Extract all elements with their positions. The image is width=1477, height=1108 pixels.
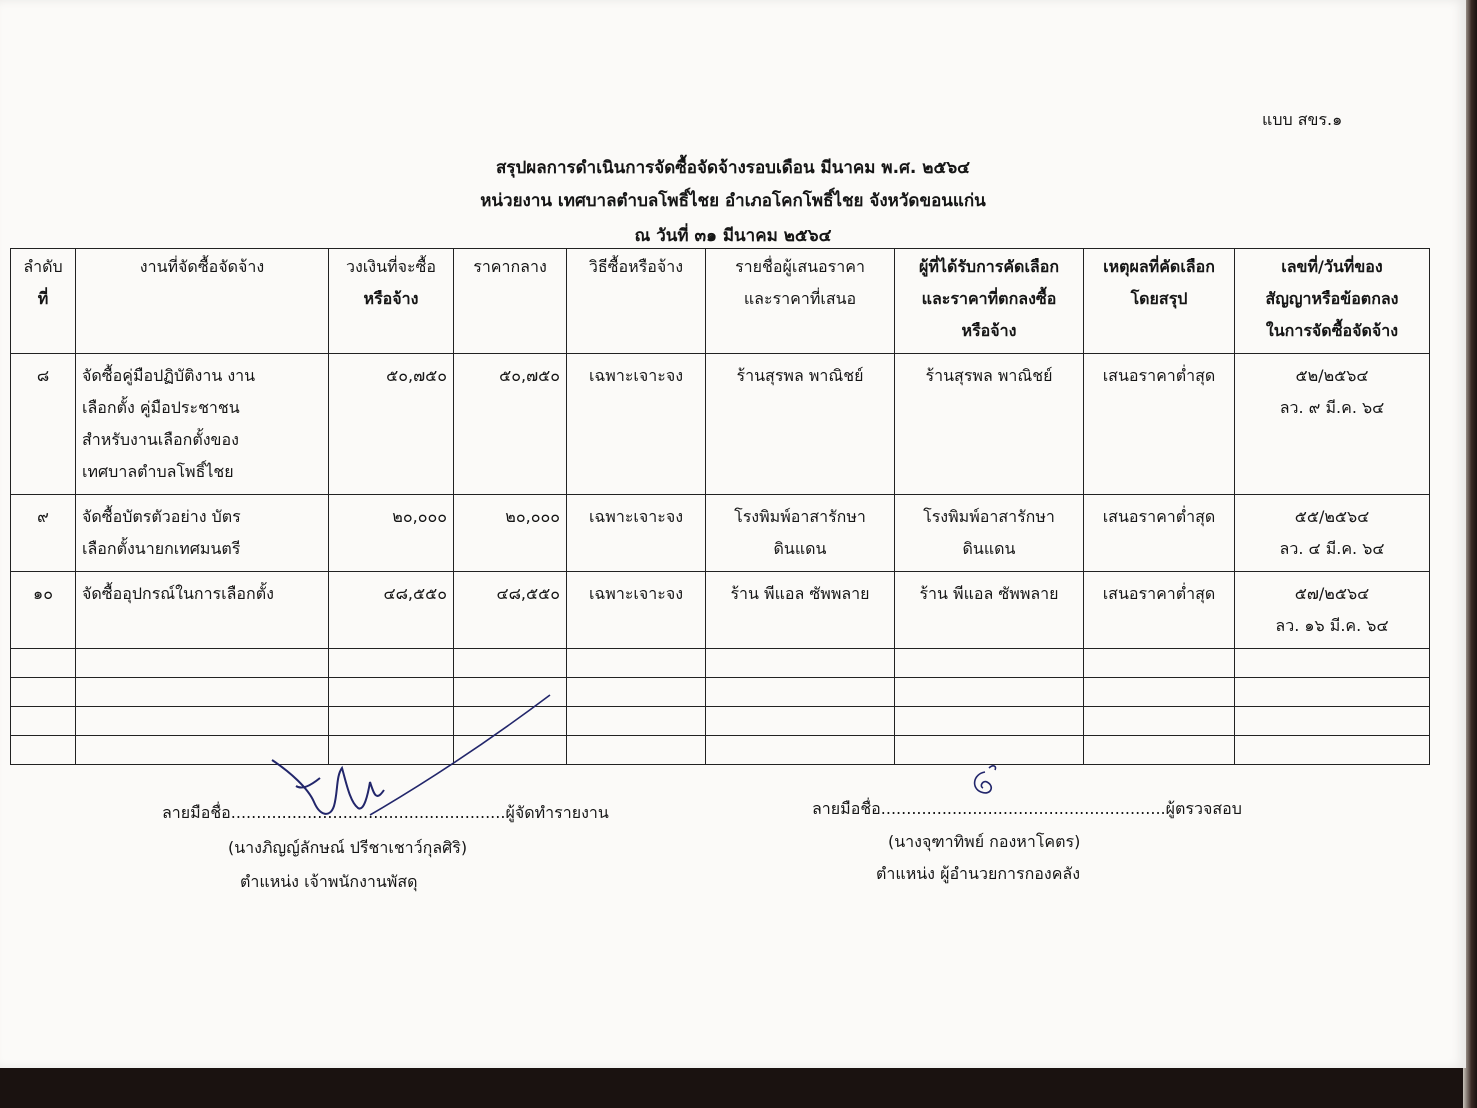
col-ref-price: ราคากลาง [454, 249, 567, 354]
right-signer-name: (นางจุฑาทิพย์ กองหาโคตร) [888, 832, 1081, 851]
procurement-table [10, 248, 1430, 765]
col-method: วิธีซื้อหรือจ้าง [567, 249, 706, 354]
left-handwritten-signature [250, 690, 570, 830]
right-signer-position: ตำแหน่ง ผู้อำนวยการกองคลัง [876, 864, 1081, 883]
left-signer-name: (นางภิญญ์ลักษณ์ ปรีชาเชาว์กุลศิริ) [228, 838, 468, 857]
empty-row [11, 649, 1430, 678]
empty-row [11, 678, 1430, 707]
empty-row [11, 707, 1430, 736]
col-contract: เลขที่/วันที่ของ สัญญาหรือข้อตกลง ในการจัดซื้อจัดจ้าง [1235, 249, 1430, 354]
col-winner: ผู้ที่ได้รับการคัดเลือก และราคาที่ตกลงซื้อ หรือจ้าง [895, 249, 1084, 354]
col-no: ลำดับ ที่ [11, 249, 76, 354]
report-title: สรุปผลการดำเนินการจัดซื้อจัดจ้างรอบเดือน มีนาคม พ.ศ. ๒๕๖๔ [496, 158, 970, 178]
right-signature-line: ลายมือชื่อ........................................................ผู้ตรวจสอบ [812, 799, 1242, 818]
col-work: งานที่จัดซื้อจัดจ้าง [76, 249, 329, 354]
table-row: ๘ จัดซื้อคู่มือปฏิบัติงาน งาน เลือกตั้ง คู่มือประชาชน สำหรับงานเลือกตั้งของ เทศบาลตำบลโพธิ์ไชย ๕๐,๗๕๐ ๕๐,๗๕๐ เฉพาะเจาะจง ร้านสุรพล พาณิชย์ ร้านสุรพล พาณิชย์ เสนอราคาต่ำสุด ๕๒/๒๕๖๔ ลว. ๙ มี.ค. ๖๔ [11, 354, 1430, 495]
agency-line: หน่วยงาน เทศบาลตำบลโพธิ์ไชย อำเภอโคกโพธิ์ไชย จังหวัดขอนแก่น [480, 191, 986, 211]
col-bidders: รายชื่อผู้เสนอราคา และราคาที่เสนอ [706, 249, 895, 354]
table-row: ๑๐ จัดซื้ออุปกรณ์ในการเลือกตั้ง ๔๘,๕๕๐ ๔๘,๕๕๐ เฉพาะเจาะจง ร้าน พีแอล ซัพพลาย ร้าน พีแอล ซัพพลาย เสนอราคาต่ำสุด ๕๗/๒๕๖๔ ลว. ๑๖ มี.ค. ๖๔ [11, 572, 1430, 649]
right-handwritten-signature [965, 760, 1015, 810]
left-signer-position: ตำแหน่ง เจ้าพนักงานพัสดุ [240, 872, 418, 891]
form-code: แบบ สขร.๑ [1262, 110, 1343, 129]
table-header-row [11, 249, 1430, 354]
date-line: ณ วันที่ ๓๑ มีนาคม ๒๕๖๔ [634, 226, 832, 246]
left-signature-line: ลายมือชื่อ......................................................ผู้จัดทำรายงาน [162, 803, 609, 822]
col-budget: วงเงินที่จะซื้อ หรือจ้าง [329, 249, 454, 354]
table-row: ๙ จัดซื้อบัตรตัวอย่าง บัตร เลือกตั้งนายกเทศมนตรี ๒๐,๐๐๐ ๒๐,๐๐๐ เฉพาะเจาะจง โรงพิมพ์อาสารักษา ดินแดน โรงพิมพ์อาสารักษา ดินแดน เสนอราคาต่ำสุด ๕๕/๒๕๖๔ ลว. ๔ มี.ค. ๖๔ [11, 495, 1430, 572]
empty-row [11, 736, 1430, 765]
col-reason: เหตุผลที่คัดเลือก โดยสรุป [1084, 249, 1235, 354]
